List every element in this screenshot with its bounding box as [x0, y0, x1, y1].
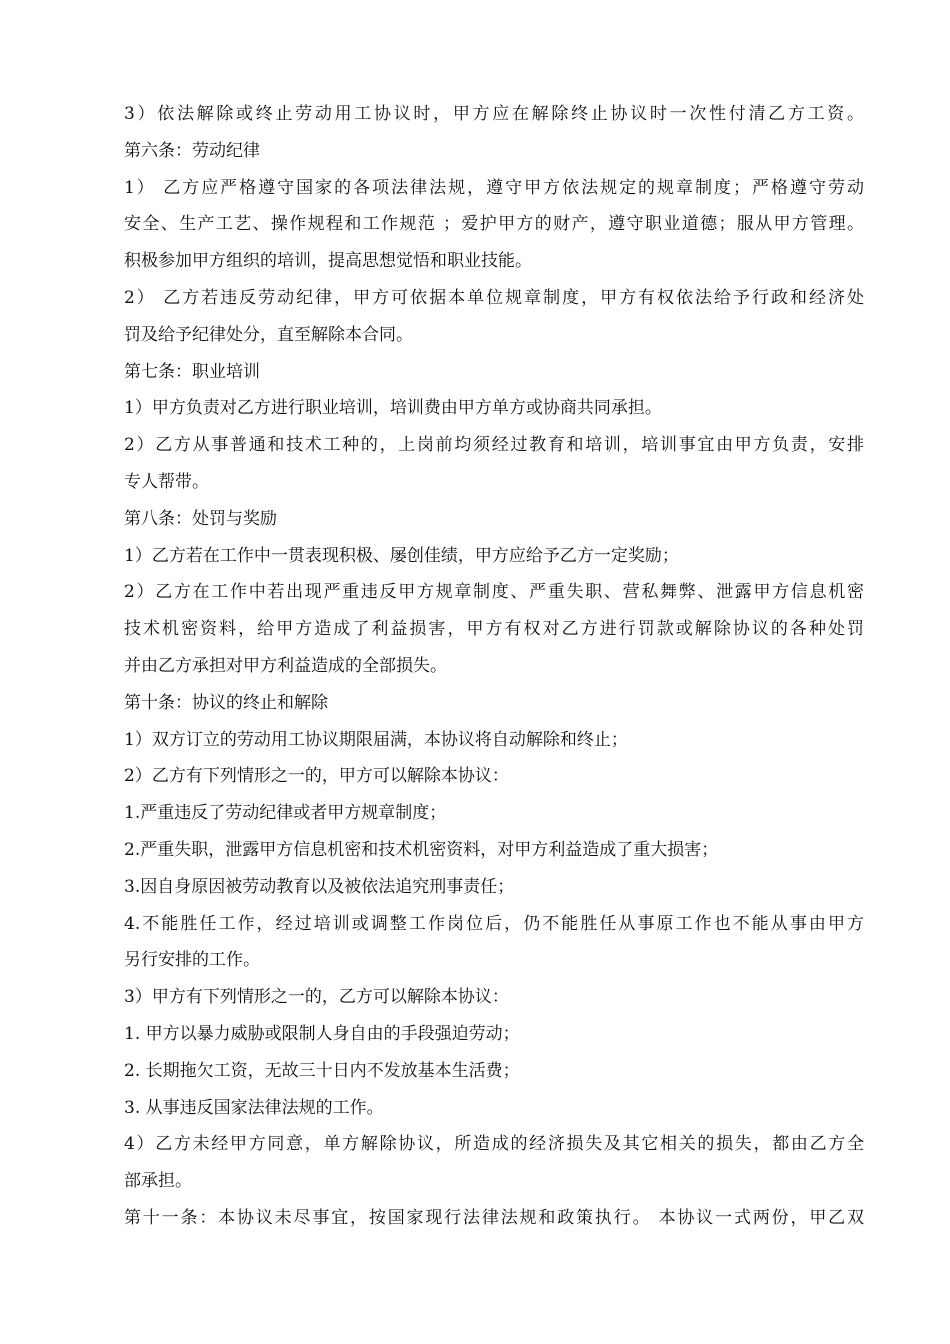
text-line: 4.不能胜任工作，经过培训或调整工作岗位后，仍不能胜任从事原工作也不能从事由甲方	[124, 913, 864, 934]
text-line: 另行安排的工作。	[124, 950, 260, 971]
text-line: 1）乙方若在工作中一贯表现积极、屡创佳绩，甲方应给予乙方一定奖励；	[124, 545, 679, 566]
text-line: 2）乙方有下列情形之一的，甲方可以解除本协议：	[124, 766, 509, 787]
text-line: 1. 甲方以暴力威胁或限制人身自由的手段强迫劳动；	[124, 1023, 520, 1044]
text-line: 1）甲方负责对乙方进行职业培训，培训费由甲方单方或协商共同承担。	[124, 398, 662, 419]
text-line: 1）双方订立的劳动用工协议期限届满，本协议将自动解除和终止；	[124, 729, 628, 750]
text-line: 3）甲方有下列情形之一的，乙方可以解除本协议：	[124, 987, 509, 1008]
text-line: 2. 长期拖欠工资，无故三十日内不发放基本生活费；	[124, 1060, 520, 1081]
text-line: 1） 乙方应严格遵守国家的各项法律法规，遵守甲方依法规定的规章制度；严格遵守劳动	[124, 177, 864, 198]
text-line: 第十条：协议的终止和解除	[124, 692, 328, 713]
text-line: 2.严重失职，泄露甲方信息机密和技术机密资料，对甲方利益造成了重大损害；	[124, 839, 719, 860]
text-line: 2）乙方在工作中若出现严重违反甲方规章制度、严重失职、营私舞弊、泄露甲方信息机密	[124, 582, 864, 603]
text-line: 3）依法解除或终止劳动用工协议时，甲方应在解除终止协议时一次性付清乙方工资。	[124, 104, 864, 124]
text-line: 4）乙方未经甲方同意，单方解除协议，所造成的经济损失及其它相关的损失，都由乙方全	[124, 1134, 864, 1155]
text-line: 第七条：职业培训	[124, 361, 260, 382]
text-line: 积极参加甲方组织的培训，提高思想觉悟和职业技能。	[124, 251, 532, 272]
text-line: 第八条：处罚与奖励	[124, 508, 277, 529]
text-line: 并由乙方承担对甲方利益造成的全部损失。	[124, 655, 447, 676]
text-line: 罚及给予纪律处分，直至解除本合同。	[124, 324, 413, 345]
text-line: 专人帮带。	[124, 471, 209, 492]
text-line: 第六条：劳动纪律	[124, 140, 260, 161]
text-line: 安全、生产工艺、操作规程和工作规范 ；爱护甲方的财产，遵守职业道德；服从甲方管理。	[124, 214, 864, 235]
text-line: 3.因自身原因被劳动教育以及被依法追究刑事责任；	[124, 876, 515, 897]
document-page	[124, 96, 864, 1237]
text-line: 3. 从事违反国家法律法规的工作。	[124, 1097, 384, 1118]
text-line: 2） 乙方若违反劳动纪律，甲方可依据本单位规章制度，甲方有权依法给予行政和经济处	[124, 287, 864, 308]
text-line: 部承担。	[124, 1171, 192, 1192]
text-line: 2）乙方从事普通和技术工种的，上岗前均须经过教育和培训，培训事宜由甲方负责，安排	[124, 435, 864, 456]
text-line: 第十一条：本协议未尽事宜，按国家现行法律法规和政策执行。 本协议一式两份，甲乙双	[124, 1207, 864, 1228]
text-line: 1.严重违反了劳动纪律或者甲方规章制度；	[124, 803, 447, 824]
text-line: 技术机密资料，给甲方造成了利益损害，甲方有权对乙方进行罚款或解除协议的各种处罚	[124, 619, 864, 640]
